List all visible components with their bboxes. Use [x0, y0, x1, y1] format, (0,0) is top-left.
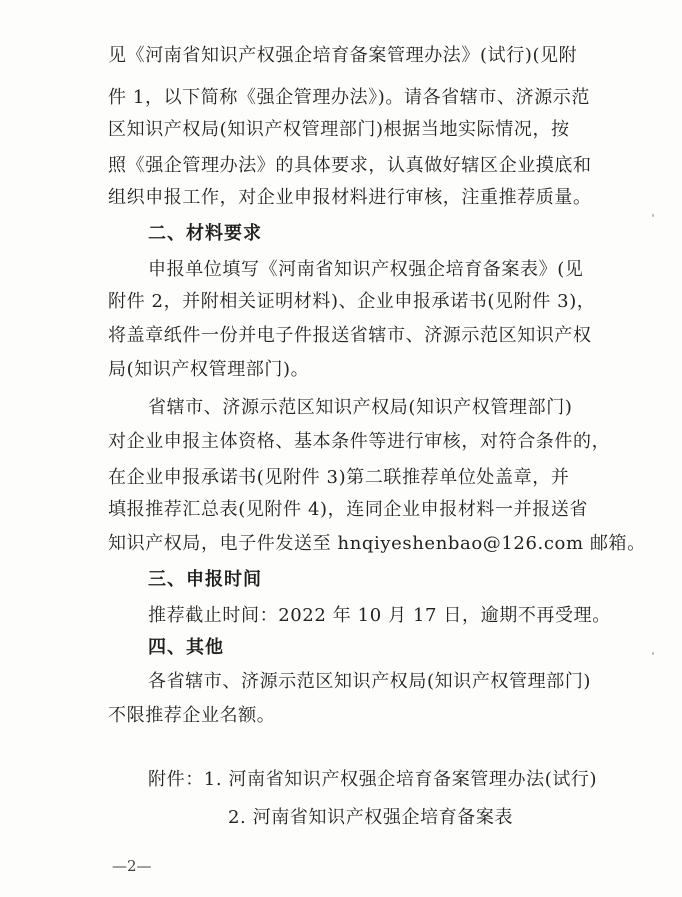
paragraph-1-line-4: 照《强企管理办法》的具体要求，认真做好辖区企业摸底和	[108, 155, 592, 176]
paragraph-3-line-5: 知识产权局，电子件发送至 hnqiyeshenbao@126.com 邮箱。	[108, 533, 646, 554]
paragraph-2-line-3: 将盖章纸件一份并电子件报送省辖市、济源示范区知识产权	[108, 325, 592, 346]
paragraph-3-line-2: 对企业申报主体资格、基本条件等进行审核，对符合条件的，	[108, 431, 611, 452]
paragraph-3-line-1: 省辖市、济源示范区知识产权局(知识产权管理部门)	[148, 397, 573, 418]
attachment-line-2: 2. 河南省知识产权强企培育备案表	[228, 807, 514, 828]
paragraph-2-line-2: 附件 2，并附相关证明材料)、企业申报承诺书(见附件 3)，	[108, 291, 596, 312]
paragraph-5-line-1: 各省辖市、济源示范区知识产权局(知识产权管理部门)	[148, 671, 592, 692]
paragraph-1-line-5: 组织申报工作，对企业申报材料进行审核，注重推荐质量。	[108, 187, 592, 208]
paragraph-1-line-2: 件 1，以下简称《强企管理办法》)。请各省辖市、济源示范	[108, 87, 590, 108]
paragraph-1-line-3: 区知识产权局(知识产权管理部门)根据当地实际情况，按	[108, 119, 570, 140]
section-heading-deadline: 三、申报时间	[148, 569, 262, 590]
paragraph-2-line-1: 申报单位填写《河南省知识产权强企培育备案表》(见	[148, 259, 584, 280]
section-heading-materials: 二、材料要求	[148, 223, 262, 244]
paragraph-4-line-1: 推荐截止时间：2022 年 10 月 17 日，逾期不再受理。	[148, 605, 611, 626]
paragraph-3-line-3: 在企业申报承诺书(见附件 3)第二联推荐单位处盖章，并	[108, 467, 570, 488]
paragraph-3-line-4: 填报推荐汇总表(见附件 4)，连同企业申报材料一并报送省	[108, 499, 589, 520]
attachment-line-1: 附件：1. 河南省知识产权强企培育备案管理办法(试行)	[148, 769, 598, 790]
paragraph-2-line-4: 局(知识产权管理部门)。	[108, 359, 310, 380]
scan-speck	[652, 214, 654, 217]
scan-speck	[652, 652, 654, 655]
section-heading-other: 四、其他	[148, 637, 224, 658]
paragraph-1-line-1: 见《河南省知识产权强企培育备案管理办法》(试行)(见附	[108, 45, 578, 66]
page-number: —2—	[112, 857, 152, 875]
paragraph-5-line-2: 不限推荐企业名额。	[108, 705, 276, 726]
